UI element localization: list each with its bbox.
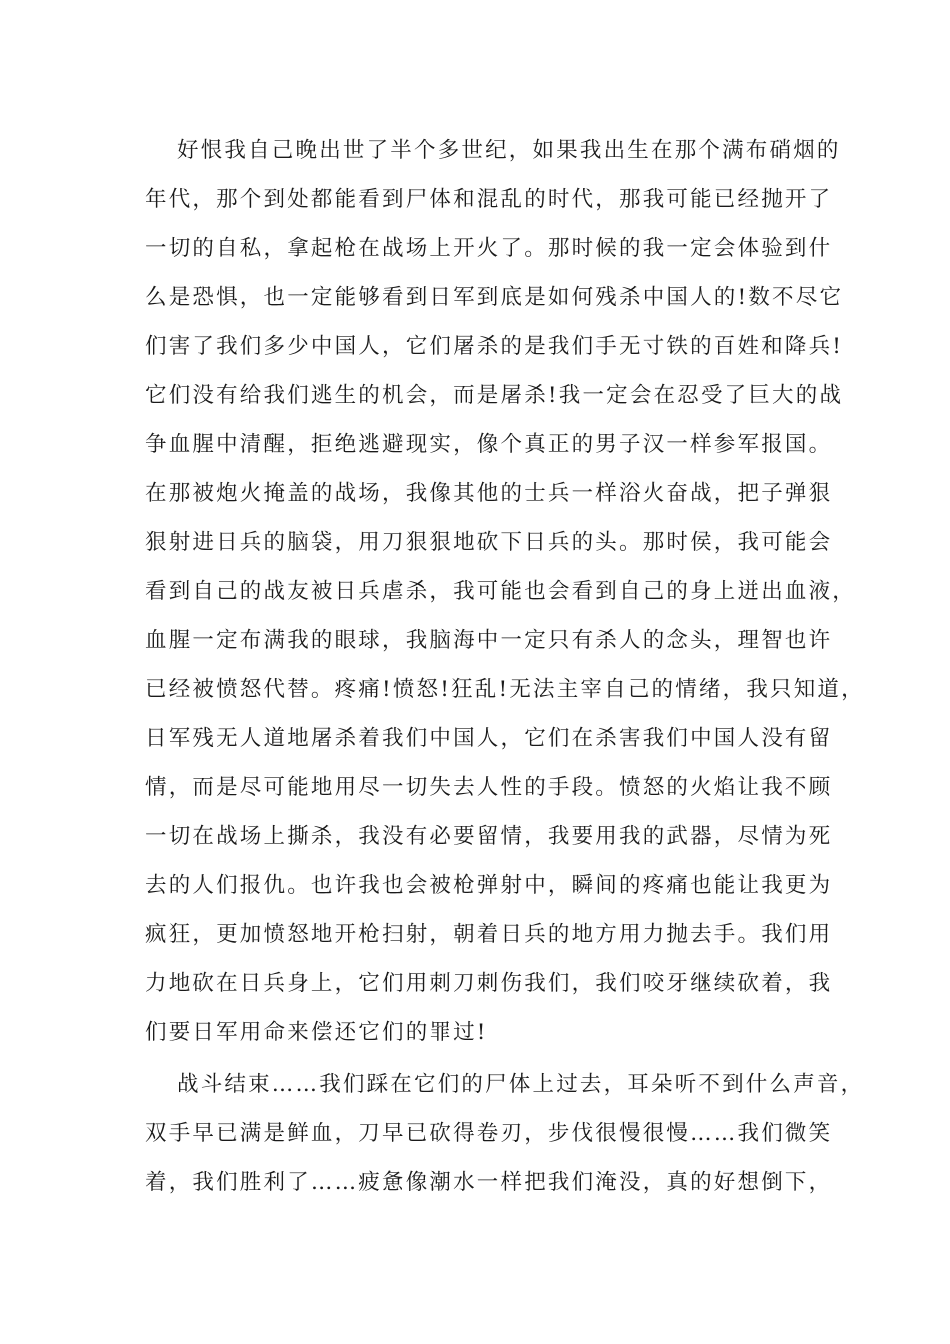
paragraph-line: 疯狂，更加愤怒地开枪扫射，朝着日兵的地方用力抛去手。我们用 bbox=[145, 922, 833, 947]
paragraph-line: 们要日军用命来偿还它们的罪过! bbox=[145, 1020, 488, 1045]
paragraph-line: 力地砍在日兵身上，它们用刺刀刺伤我们，我们咬牙继续砍着，我 bbox=[145, 971, 833, 996]
paragraph-line: 情，而是尽可能地用尽一切失去人性的手段。愤怒的火焰让我不顾 bbox=[145, 775, 833, 800]
paragraph-line: 狠射进日兵的脑袋，用刀狠狠地砍下日兵的头。那时侯，我可能会 bbox=[145, 530, 833, 555]
paragraph-line: 日军残无人道地屠杀着我们中国人，它们在杀害我们中国人没有留 bbox=[145, 726, 833, 751]
paragraph-line: 着，我们胜利了……疲惫像潮水一样把我们淹没，真的好想倒下， bbox=[145, 1170, 833, 1195]
paragraph-line: 看到自己的战友被日兵虐杀，我可能也会看到自己的身上迸出血液， bbox=[145, 579, 857, 604]
paragraph-line: 双手早已满是鲜血，刀早已砍得卷刃，步伐很慢很慢……我们微笑 bbox=[145, 1121, 833, 1146]
paragraph-line: 战斗结束……我们踩在它们的尸体上过去，耳朵听不到什么声音， bbox=[177, 1072, 865, 1097]
paragraph-line: 们害了我们多少中国人，它们屠杀的是我们手无寸铁的百姓和降兵! bbox=[145, 334, 844, 359]
paragraph-line: 在那被炮火掩盖的战场，我像其他的士兵一样浴火奋战，把子弹狠 bbox=[145, 481, 833, 506]
paragraph-line: 血腥一定布满我的眼球，我脑海中一定只有杀人的念头，理智也许 bbox=[145, 628, 833, 653]
paragraph-line: 去的人们报仇。也许我也会被枪弹射中，瞬间的疼痛也能让我更为 bbox=[145, 873, 833, 898]
paragraph-line: 它们没有给我们逃生的机会，而是屠杀!我一定会在忍受了巨大的战 bbox=[145, 383, 844, 408]
paragraph-line: 好恨我自己晚出世了半个多世纪，如果我出生在那个满布硝烟的 bbox=[177, 138, 841, 163]
paragraph-line: 年代，那个到处都能看到尸体和混乱的时代，那我可能已经抛开了 bbox=[145, 187, 833, 212]
paragraph-line: 一切在战场上撕杀，我没有必要留情，我要用我的武器，尽情为死 bbox=[145, 824, 833, 849]
paragraph-line: 么是恐惧，也一定能够看到日军到底是如何残杀中国人的!数不尽它 bbox=[145, 285, 844, 310]
paragraph-line: 已经被愤怒代替。疼痛!愤怒!狂乱!无法主宰自己的情绪，我只知道， bbox=[145, 677, 865, 702]
paragraph-line: 争血腥中清醒，拒绝逃避现实，像个真正的男子汉一样参军报国。 bbox=[145, 432, 833, 457]
paragraph-line: 一切的自私，拿起枪在战场上开火了。那时候的我一定会体验到什 bbox=[145, 236, 833, 261]
